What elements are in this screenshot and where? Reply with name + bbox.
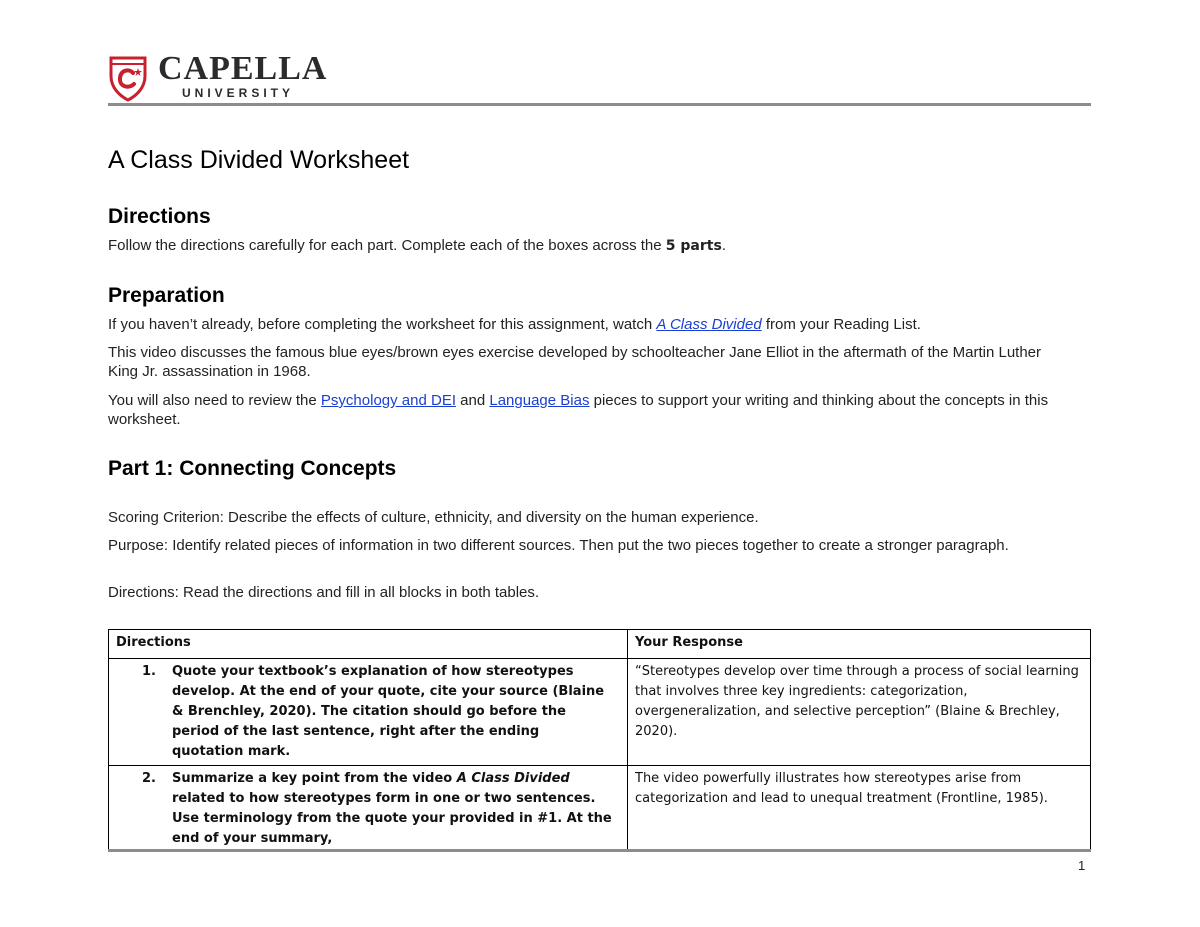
prep1-text-end: from your Reading List. <box>761 316 921 333</box>
document-title: A Class Divided Worksheet <box>108 146 410 174</box>
directions-text-end: . <box>721 237 726 254</box>
worksheet-table <box>108 629 1091 850</box>
psychology-dei-link[interactable]: Psychology and DEI <box>320 392 456 409</box>
scoring-criterion: Scoring Criterion: Describe the effects of culture, ethnicity, and diversity on the human experience. <box>108 509 759 526</box>
header-divider <box>108 103 1091 106</box>
directions-heading: Directions <box>108 205 211 228</box>
preparation-paragraph-3 <box>108 391 1068 429</box>
header-your-response: Your Response <box>628 630 1091 659</box>
page-number: 1 <box>1078 858 1086 873</box>
direction-text-italic: A Class Divided <box>456 771 570 786</box>
direction-cell <box>109 766 628 850</box>
item-number: 1. <box>142 664 156 679</box>
purpose-text: Purpose: Identify related pieces of information in two different sources. Then put the two pieces together to create a stronger paragraph. <box>108 537 1009 554</box>
direction-text: Quote your textbook’s explanation of how stereotypes develop. At the end of your quote, cite your source (Blaine & Brenchley, 2020). The citation should go before the period of the last sentence, right after the ending quotation mark. <box>172 664 605 759</box>
language-bias-link[interactable]: Language Bias <box>489 392 590 409</box>
a-class-divided-link[interactable]: A Class Divided <box>656 316 762 333</box>
direction-text-part: Summarize a key point from the video <box>172 771 457 786</box>
table-row <box>109 659 1091 766</box>
response-cell[interactable]: The video powerfully illustrates how stereotypes arise from categorization and lead to unequal treatment (Frontline, 1985). <box>628 766 1091 850</box>
direction-text-end: related to how stereotypes form in one or two sentences. Use terminology from the quote your provided in #1. At the end of your summary, <box>172 791 612 846</box>
part1-heading: Part 1: Connecting Concepts <box>108 457 397 480</box>
response-cell[interactable]: “Stereotypes develop over time through a process of social learning that involves three key ingredients: categorization, overgeneralization, and selective perception” (Blaine & Brechley, 2020). <box>628 659 1091 766</box>
direction-text <box>172 769 612 849</box>
table-directions: Directions: Read the directions and fill in all blocks in both tables. <box>108 584 540 601</box>
capella-shield-icon <box>108 54 148 102</box>
prep3-and: and <box>456 392 490 409</box>
preparation-heading: Preparation <box>108 284 225 307</box>
header-directions: Directions <box>109 630 628 659</box>
directions-bold: 5 parts <box>665 238 722 254</box>
item-number: 2. <box>142 771 156 786</box>
table-row <box>109 766 1091 850</box>
prep3-text: You will also need to review the <box>108 392 321 409</box>
brand-subtitle: UNIVERSITY <box>182 86 295 100</box>
prep3-text-end: pieces to support your writing and thinking about the concepts in this worksheet. <box>108 392 1049 428</box>
direction-cell <box>109 659 628 766</box>
preparation-paragraph-1 <box>108 315 1098 334</box>
directions-text <box>108 236 1098 256</box>
footer-divider <box>108 849 1091 852</box>
prep1-text: If you haven’t already, before completing the worksheet for this assignment, watch <box>108 316 657 333</box>
brand-name: CAPELLA <box>158 50 328 87</box>
capella-logo <box>108 52 368 104</box>
directions-text-part: Follow the directions carefully for each part. Complete each of the boxes across the <box>108 237 666 254</box>
table-header-row <box>109 630 1091 659</box>
preparation-paragraph-2: This video discusses the famous blue eyes/brown eyes exercise developed by schoolteacher Jane Elliot in the aftermath of the Martin Luther King Jr. assassination in 1968. <box>108 344 1042 380</box>
